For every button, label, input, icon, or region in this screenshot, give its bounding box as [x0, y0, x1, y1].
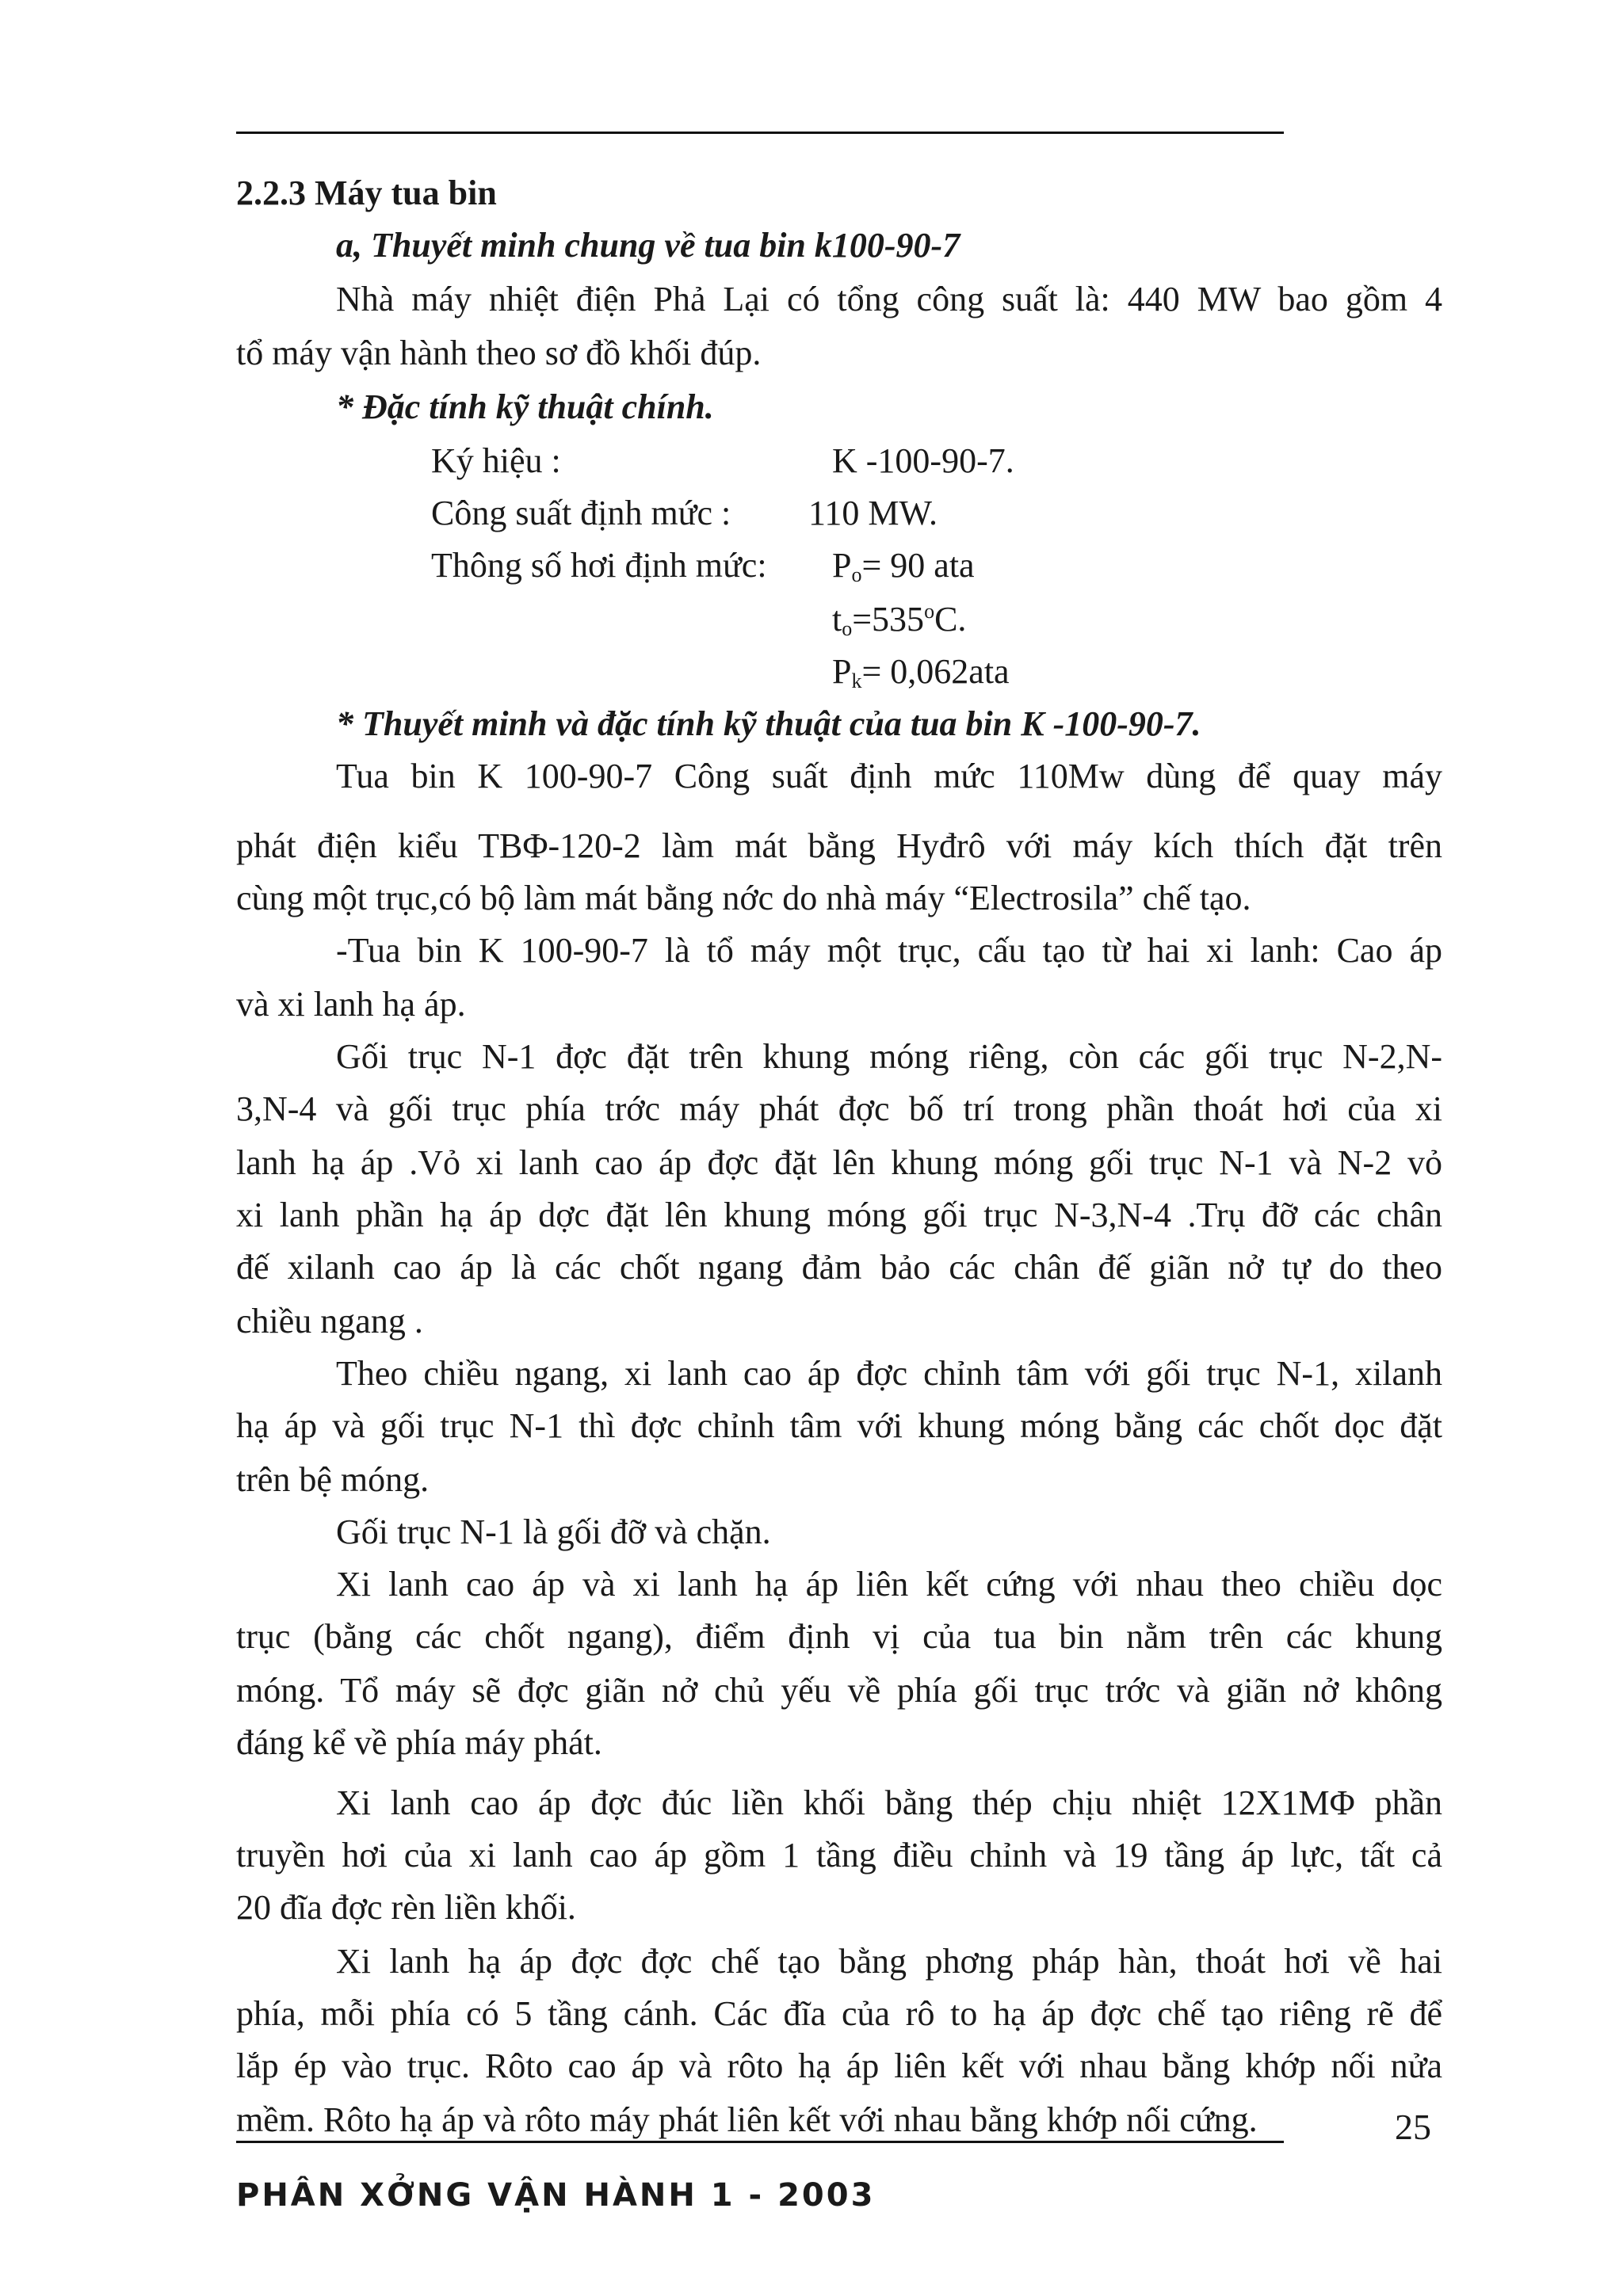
subheading-a: a, Thuyết minh chung về tua bin k100-90-7: [336, 226, 960, 265]
header-rule: [236, 132, 1284, 134]
paragraph-line: cùng một trục,có bộ làm mát bằng nớc do nhà máy “Electrosila” chế tạo.: [236, 879, 1251, 917]
paragraph-line: Gối trục N-1 đợc đặt trên khung móng riêng, còn các gối trục N-2,N-: [336, 1037, 1442, 1076]
spec-power-value: 110 MW.: [808, 494, 938, 532]
paragraph-line: xi lanh phần hạ áp dợc đặt lên khung móng gối trục N-3,N-4 .Trụ đỡ các chân: [236, 1196, 1442, 1234]
paragraph-line: và xi lanh hạ áp.: [236, 985, 466, 1024]
spec-t0-value: $t_o=535^oC$.: [832, 600, 967, 640]
paragraph-line: đế xilanh cao áp là các chốt ngang đảm bảo các chân đế giãn nở tự do theo: [236, 1248, 1442, 1287]
spec-symbol-label: Ký hiệu :: [431, 441, 561, 480]
paragraph-line: móng. Tổ máy sẽ đợc giãn nở chủ yếu về phía gối trục trớc và giãn nở không: [236, 1671, 1442, 1710]
paragraph-line: 3,N-4 và gối trục phía trớc máy phát đợc bố trí trong phần thoát hơi của xi: [236, 1089, 1442, 1128]
paragraph-line: lanh hạ áp .Vỏ xi lanh cao áp đợc đặt lên khung móng gối trục N-1 và N-2 vỏ: [236, 1143, 1442, 1182]
paragraph-line: phía, mỗi phía có 5 tầng cánh. Các đĩa của rô to hạ áp đợc chế tạo riêng rẽ để: [236, 1994, 1442, 2033]
spec-p0-value: $P_o= 90$ ata: [832, 546, 975, 586]
paragraph-line: hạ áp và gối trục N-1 thì đợc chỉnh tâm với khung móng bằng các chốt dọc đặt: [236, 1406, 1442, 1445]
spec-steam-label: Thông số hơi định mức:: [431, 546, 767, 585]
spec-pk-value: $P_k= 0,062ata$: [832, 652, 1010, 692]
page-footer: PHÂN XỞNG VẬN HÀNH 1 - 2003: [236, 2177, 876, 2214]
paragraph-line: Gối trục N-1 là gối đỡ và chặn.: [336, 1512, 771, 1551]
description-title: * Thuyết minh và đặc tính kỹ thuật của tua bin K -100-90-7.: [336, 704, 1201, 743]
paragraph-line: Nhà máy nhiệt điện Phả Lại có tổng công suất là: 440 MW bao gồm 4: [336, 280, 1442, 318]
paragraph-line: truyền hơi của xi lanh cao áp gồm 1 tầng điều chỉnh và 19 tầng áp lực, tất cả: [236, 1836, 1442, 1875]
page-number: 25: [1395, 2107, 1431, 2147]
spec-symbol-value: K -100-90-7.: [832, 441, 1014, 480]
paragraph-line: tổ máy vận hành theo sơ đồ khối đúp.: [236, 334, 762, 372]
section-heading: 2.2.3 Máy tua bin: [236, 174, 497, 212]
spec-power-label: Công suất định mức :: [431, 494, 731, 532]
paragraph-line: đáng kể về phía máy phát.: [236, 1723, 602, 1762]
paragraph-line: phát điện kiểu TBΦ-120-2 làm mát bằng Hyđrô với máy kích thích đặt trên: [236, 826, 1442, 865]
paragraph-line: trục (bằng các chốt ngang), điểm định vị của tua bin nằm trên các khung: [236, 1617, 1442, 1656]
paragraph-line: trên bệ móng.: [236, 1460, 430, 1499]
paragraph-line: lắp ép vào trục. Rôto cao áp và rôto hạ áp liên kết với nhau bằng khớp nối nửa: [236, 2046, 1442, 2085]
paragraph-line: 20 đĩa đợc rèn liền khối.: [236, 1888, 576, 1927]
paragraph-line: Xi lanh cao áp và xi lanh hạ áp liên kết cứng với nhau theo chiều dọc: [336, 1565, 1442, 1604]
paragraph-line: Xi lanh cao áp đợc đúc liền khối bằng thép chịu nhiệt 12X1MΦ phần: [336, 1783, 1442, 1822]
paragraph-line: Theo chiều ngang, xi lanh cao áp đợc chỉnh tâm với gối trục N-1, xilanh: [336, 1354, 1442, 1393]
paragraph-line: mềm. Rôto hạ áp và rôto máy phát liên kết với nhau bằng khớp nối cứng.: [236, 2100, 1258, 2139]
paragraph-line: -Tua bin K 100-90-7 là tổ máy một trục, cấu tạo từ hai xi lanh: Cao áp: [336, 931, 1442, 970]
footer-rule: [236, 2141, 1284, 2143]
paragraph-line: Xi lanh hạ áp đợc đợc chế tạo bằng phơng pháp hàn, thoát hơi về hai: [336, 1942, 1442, 1981]
spec-title: * Đặc tính kỹ thuật chính.: [336, 387, 714, 426]
paragraph-line: Tua bin K 100-90-7 Công suất định mức 110Mw dùng để quay máy: [336, 757, 1442, 795]
paragraph-line: chiều ngang .: [236, 1302, 423, 1341]
